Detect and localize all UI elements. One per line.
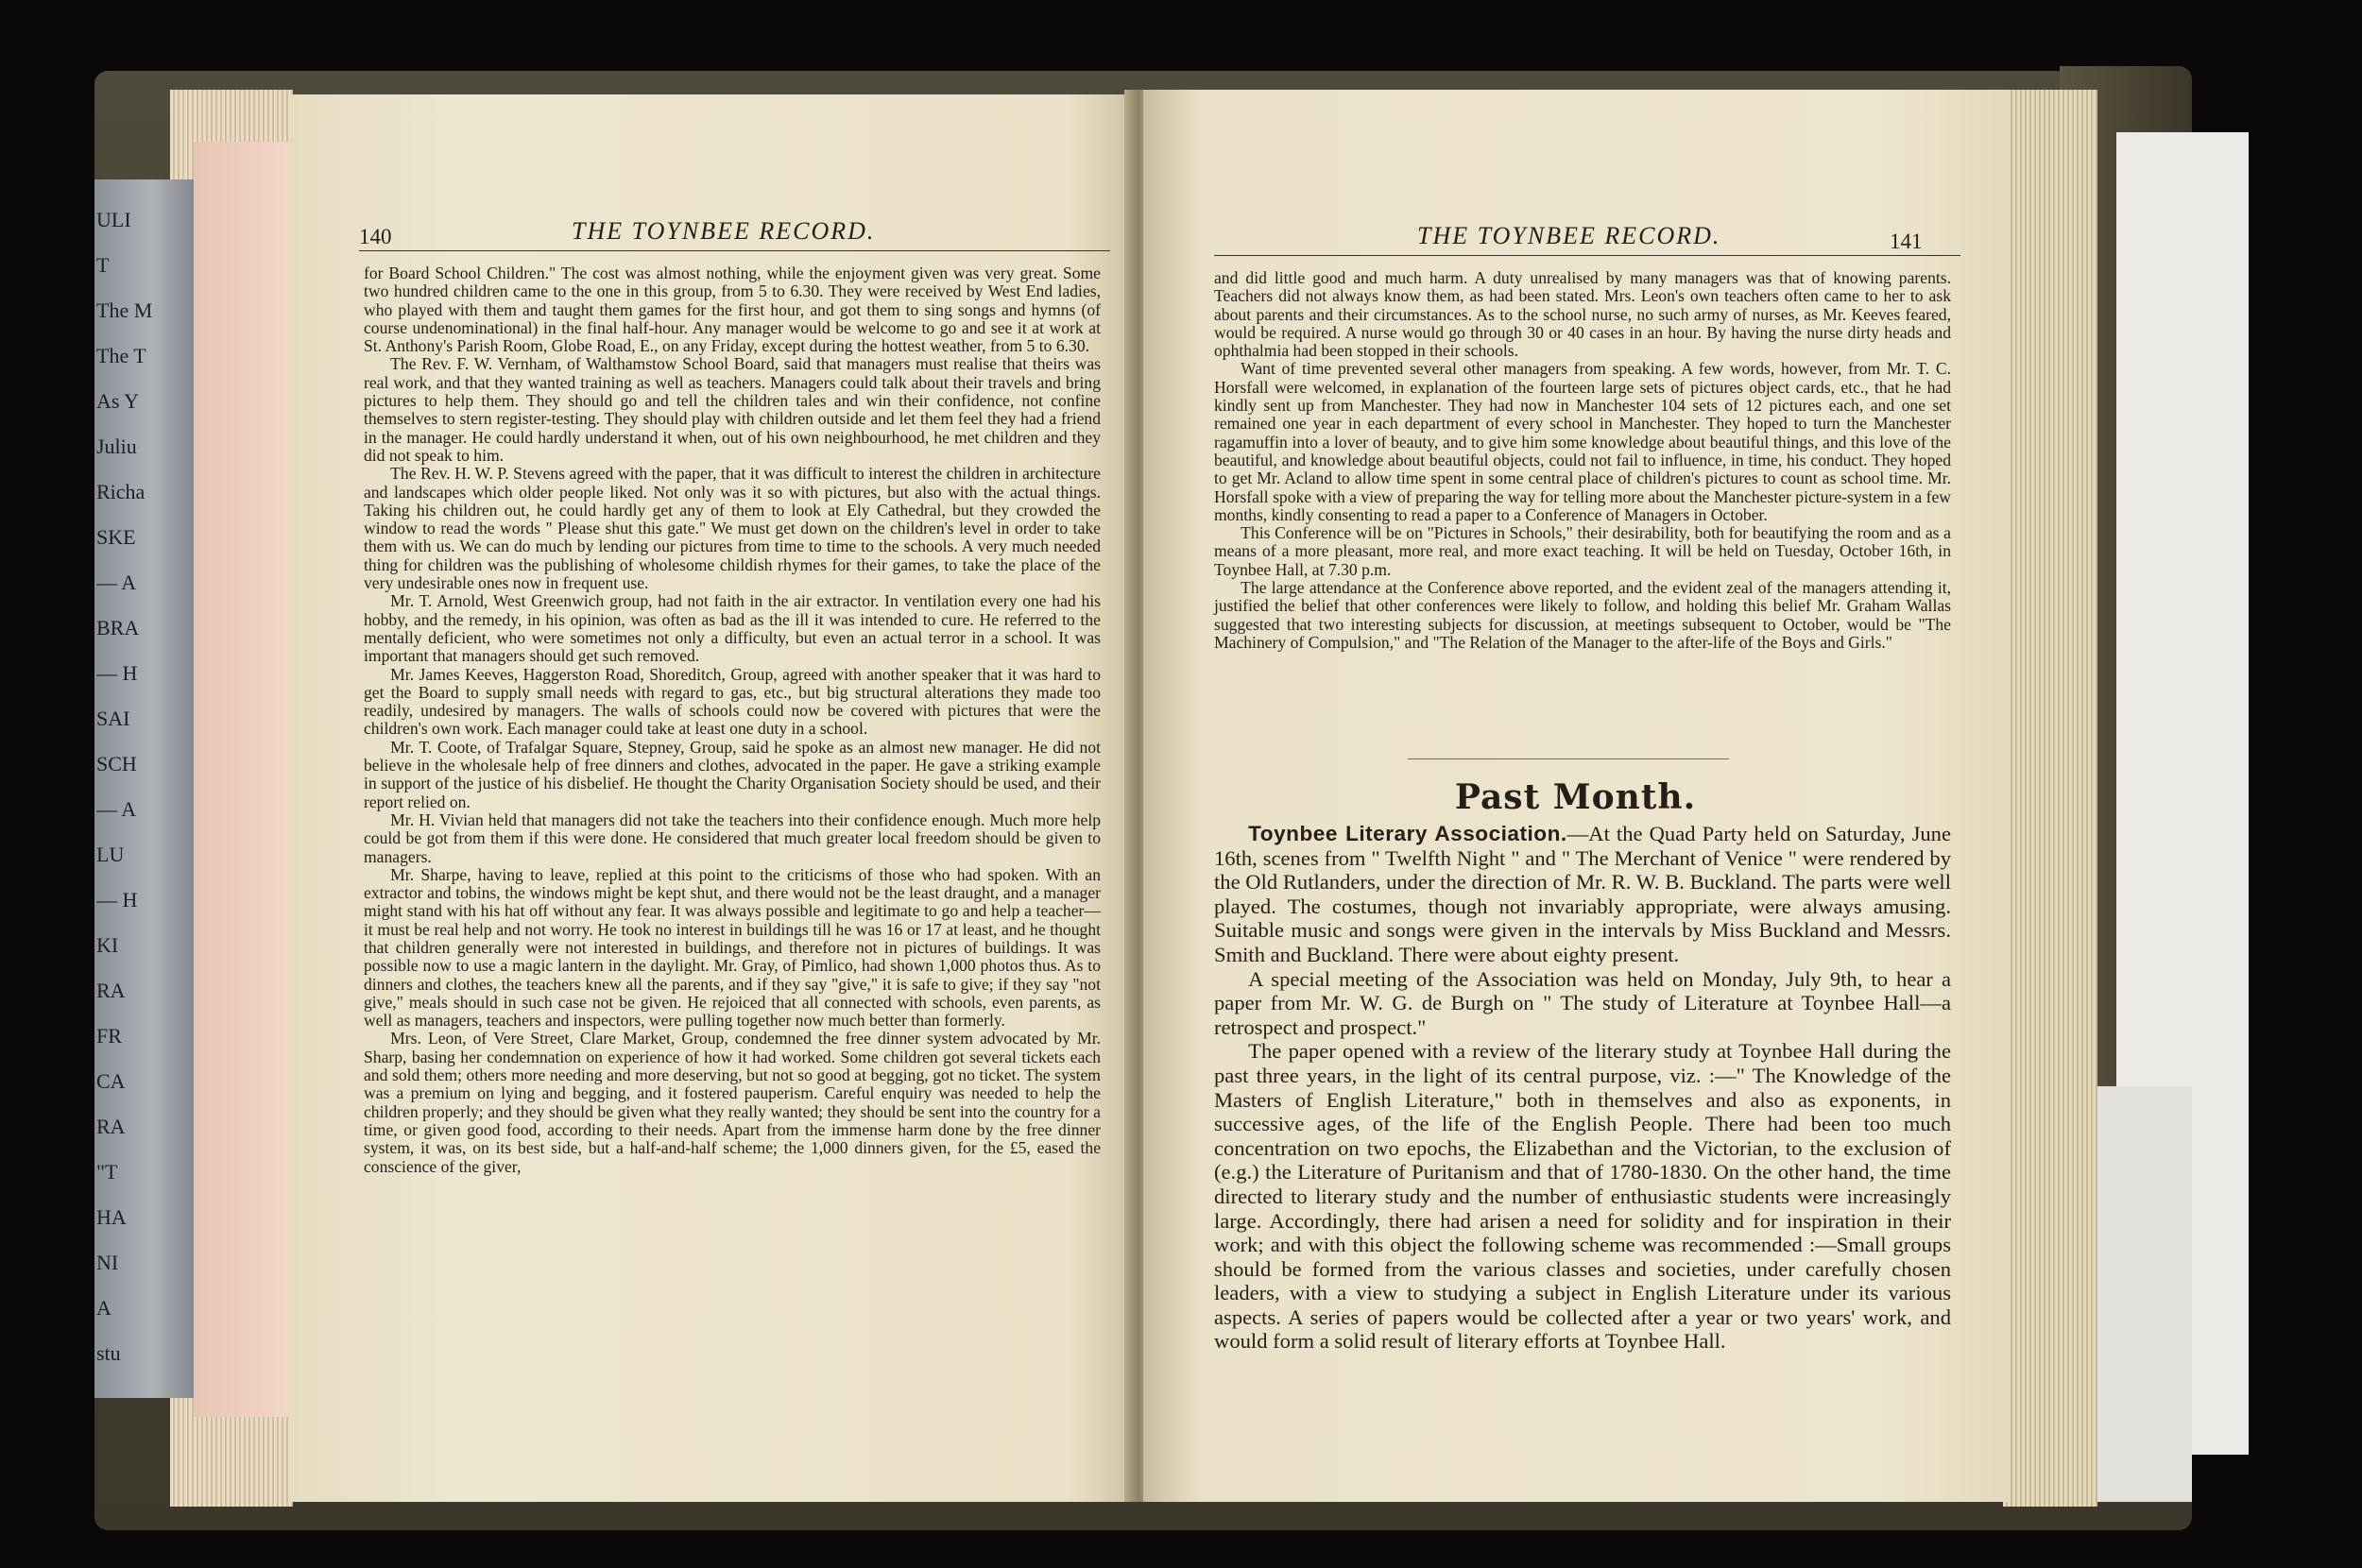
header-rule-right: [1214, 255, 1960, 256]
paragraph: [364, 355, 1101, 465]
paragraph: [364, 592, 1101, 665]
spine-label-line: The T: [96, 344, 146, 367]
spine-label-line: HA: [96, 1205, 127, 1229]
spine-label-line: Richa: [96, 480, 145, 503]
spine-label-line: FR: [96, 1024, 122, 1048]
spine-label-line: LU: [96, 843, 125, 866]
page-number-left: 140: [359, 225, 392, 248]
paragraph-text: The Rev. H. W. P. Stevens agreed with the paper, that it was difficult to interest the children in architecture and landscapes which older people liked. Not only was it so with pictures, but also with the actual things. Taking his children out, he could hardly get any of them to look at Ely Cathedral, but they crowded the window to read the words " Please shut this gate." We must get down on the children's level in order to take them with us. We can do much by lending our pictures from time to time to the schools. A very much needed thing for children was the publishing of wholesome childish rhymes for their games, to take the place of the very undesirable ones now in frequent use.: [364, 464, 1101, 593]
paragraph: [1214, 1039, 1951, 1354]
paragraph: [364, 1030, 1101, 1175]
spine-label-line: NI: [96, 1251, 119, 1274]
spine-label-line: SAI: [96, 707, 130, 730]
spine-label-line: ULI: [96, 208, 131, 231]
spine-label-line: Juliu: [96, 435, 137, 458]
running-head-right: THE TOYNBEE RECORD.: [1417, 222, 1721, 249]
paragraph-text: Mr. James Keeves, Haggerston Road, Shoreditch, Group, agreed with another speaker that it was hard to get the Board to supply small needs with regard to gas, etc., but big structural alterations they made too readily, undesired by managers. The walls of schools could now be covered with pictures that were the children's own work. Each manager could take at least one duty in a school.: [364, 664, 1101, 739]
spine-label-line: The M: [96, 298, 153, 322]
paragraph-text: The large attendance at the Conference above reported, and the evident zeal of the managers attending it, justified the belief that other conferences were likely to follow, and holding this belief Mr. Graham Wallas suggested that two interesting subjects for discussion, at meetings subsequent to October, would be "The Machinery of Compulsion," and "The Relation of the Manager to the after-life of the Boys and Girls.": [1214, 578, 1951, 652]
paragraph: [1214, 967, 1951, 1040]
spine-label-line: — A: [96, 571, 137, 594]
paragraph-text: Want of time prevented several other managers from speaking. A few words, however, from Mr. T. C. Horsfall were welcomed, in explanation of the fourteen large sets of pictures object cards, etc., that he had kindly sent up from Manchester. They had now in Manchester 104 sets of 12 pictures each, and one set remained one year in each department of every school in Manchester. They hoped to turn the Manchester ragamuffin into a lover of beauty, and to give him some knowledge about beautiful things, and this love of the beautiful, and knowledge about beautiful objects, could not fail to influence, in time, his conduct. They hoped to get Mr. Acland to allow time spent in some central place of children's pictures to count as school time. Mr. Horsfall spoke with a view of preparing the way for telling more about the Manchester picture-system in a few months, kindly consenting to read a paper to a Conference of Managers in October.: [1214, 359, 1951, 524]
paragraph: [1214, 822, 1951, 967]
paragraph: [1214, 524, 1951, 579]
paragraph-text: Mr. T. Arnold, West Greenwich group, had not faith in the air extractor. In ventilation every one had his hobby, and the remedy, in his opinion, was often as bad as the ill it was intended to cure. He referred to the mentally deficient, who were sometimes not only a difficulty, but even an actual terror in a school. It was important that managers should get such removed.: [364, 591, 1101, 666]
left-column: [364, 264, 1101, 1176]
paragraph: [1214, 579, 1951, 652]
pink-tabs: [194, 142, 288, 1417]
spine-label-line: SCH: [96, 752, 137, 775]
spine-label-line: T: [96, 253, 110, 277]
paragraph-text: This Conference will be on "Pictures in Schools," their desirability, both for beautifying the room and as a means of a more pleasant, more real, and more exact teaching. It will be held on Tuesday, October 16th, in Toynbee Hall, at 7.30 p.m.: [1214, 523, 1951, 579]
paragraph: [364, 264, 1101, 355]
right-column-top: [1214, 269, 1951, 652]
spine-label-line: KI: [96, 933, 119, 957]
paragraph: [364, 739, 1101, 811]
section-lead-label: Toynbee Literary Association.: [1248, 822, 1567, 845]
paragraph: [364, 866, 1101, 1031]
section-divider-rule: [1408, 758, 1729, 759]
paragraph: [1214, 269, 1951, 360]
spine-label-line: — A: [96, 797, 137, 821]
spine-label-line: SKE: [96, 525, 136, 549]
paragraph-text: Mr. H. Vivian held that managers did not take the teachers into their confidence enough. Much more help could be got from them if this were done. He considered that much greater local freedom should be given to managers.: [364, 810, 1101, 866]
header-rule-left: [359, 250, 1110, 251]
paragraph: [1214, 360, 1951, 524]
spine-label-line: — H: [96, 661, 138, 685]
spine-label-line: "T: [96, 1160, 118, 1184]
spine-label-line: BRA: [96, 616, 140, 639]
spine-label-line: CA: [96, 1069, 126, 1093]
paragraph: [364, 465, 1101, 592]
paragraph-text: —At the Quad Party held on Saturday, June 16th, scenes from " Twelfth Night " and " The Merchant of Venice " were rendered by the Old Rutlanders, under the direction of Mr. R. W. B. Buckland. The parts were well played. The costumes, though not invariably appropriate, were always amusing. Suitable music and songs were given in the intervals by Miss Buckland and Messrs. Smith and Buckland. There were about eighty present.: [1214, 822, 1951, 966]
right-column-body: [1214, 822, 1951, 1354]
paragraph-text: A special meeting of the Association was held on Monday, July 9th, to hear a paper from Mr. W. G. de Burgh on " The study of Literature at Toynbee Hall—a retrospect and prospect.": [1214, 966, 1951, 1039]
spine-label-line: A: [96, 1296, 111, 1320]
paragraph-text: Mr. T. Coote, of Trafalgar Square, Stepney, Group, said he spoke as an almost new manager. He did not believe in the wholesale help of free dinners and clothes, advocated in the paper. He gave a striking example in support of the justice of his disbelief. He thought the Charity Organisation Society should be used, and their report relied on.: [364, 737, 1101, 811]
paragraph: [364, 666, 1101, 739]
paragraph: [364, 811, 1101, 866]
right-page: [1143, 90, 2008, 1502]
spine-label-line: stu: [96, 1341, 121, 1365]
paragraph-text: The Rev. F. W. Vernham, of Walthamstow School Board, said that managers must realise that theirs was real work, and that they wanted training as well as teachers. Managers could talk about their travels and bring pictures to help them. They should go and tell the children tales and win their confidence, not confine themselves to stern register-testing. They should play with children outside and let them feel they had a friend in the manager. He could hardly understand it when, out of his own neighbourhood, he met children and they did not speak to him.: [364, 354, 1101, 465]
left-page: [288, 94, 1134, 1502]
spine-label-line: RA: [96, 979, 126, 1002]
paragraph-text: Mr. Sharpe, having to leave, replied at this point to the criticisms of those who had spoken. With an extractor and tobins, the windows might be kept shut, and there would not be the least draught, and a manager might stand with his hat off without any fear. It was always possible and legitimate to go and help a teacher—it must be real help and not worry. He took no interest in buildings till he was 16 or 17 at least, and he thought that children generally were not interested in buildings, and therefore not in pictures of buildings. It was possible now to use a magic lantern in the daylight. Mr. Gray, of Pimlico, had shown 1,000 photos thus. As to dinners and clothes, the teachers knew all the parents, and if they say "give," it is safe to give; if they say "not give," meals should in such case not be given. He rejoiced that all connected with schools, even parents, as well as managers, teachers and inspectors, were pulling together now much better than formerly.: [364, 864, 1101, 1031]
section-title: Past Month.: [1454, 777, 1697, 817]
paragraph-text: The paper opened with a review of the literary study at Toynbee Hall during the past three years, in the light of its central purpose, viz. :—" The Knowledge of the Masters of English Literature," both in themselves and also as exponents, in successive ages, of the life of the English People. There had been too much concentration on two epochs, the Elizabethan and the Victorian, to the exclusion of (e.g.) the Literature of Puritanism and that of 1780-1830. On the other hand, the time directed to literary study and the number of enthusiastic students were increasingly large. Accordingly, there had arisen a need for solidity and for inspiration in their work; and with this object the following scheme was recommended :—Small groups should be formed from the various classes and societies, under carefully chosen leaders, with a view to studying a subject in English Literature under its various aspects. A series of papers would be collected after a year or two years' work, and would form a solid result of literary efforts at Toynbee Hall.: [1214, 1039, 1951, 1354]
paragraph-text: for Board School Children." The cost was almost nothing, while the enjoyment given was very great. Some two hundred children came to the one in this group, from 5 to 6.30. They were received by West End ladies, who played with them and taught them games for the first hour, and got them to sing songs and hymns (of course undenominational) in the final half-hour. Any manager would be welcome to go and see it at work at St. Anthony's Parish Room, Globe Road, E., on any Friday, except during the hottest weather, from 5 to 6.30.: [364, 264, 1101, 356]
running-head-left: THE TOYNBEE RECORD.: [572, 217, 876, 245]
spine-label-line: As Y: [96, 389, 140, 413]
spine-label-line: — H: [96, 888, 138, 912]
page-number-right: 141: [1890, 230, 1923, 253]
page-edges-right: [2003, 90, 2097, 1507]
spine-label-strip: [94, 179, 198, 1398]
paragraph-text: Mrs. Leon, of Vere Street, Clare Market, Group, condemned the free dinner system advocated by Mr. Sharp, basing her condemnation on experience of how it had worked. Some children got several tickets each and sold them; others more needing and more deserving, but not so good at begging, got no ticket. The system was a premium on lying and begging, and it fostered pauperism. Careful enquiry was needed to help the children properly; and they should be given what they really wanted; they should be sent into the country for a time, or given good food, according to their needs. Apart from the immense harm done by the free dinner system, it was, on its best side, but a half-and-half scheme; the 1,000 dinners given, for the £5, eased the conscience of the giver,: [364, 1029, 1101, 1176]
paragraph-text: and did little good and much harm. A duty unrealised by many managers was that of knowing parents. Teachers did not always know them, as had been stated. Mrs. Leon's own teachers often came to her to ask about parents and their circumstances. As to the school nurse, no such army of nurses, as Mr. Keeves feared, would be required. A nurse would go through 30 or 40 cases in an hour. By having the nurse dirty heads and ophthalmia had been stopped in their schools.: [1214, 268, 1951, 361]
spine-label-line: RA: [96, 1115, 126, 1138]
